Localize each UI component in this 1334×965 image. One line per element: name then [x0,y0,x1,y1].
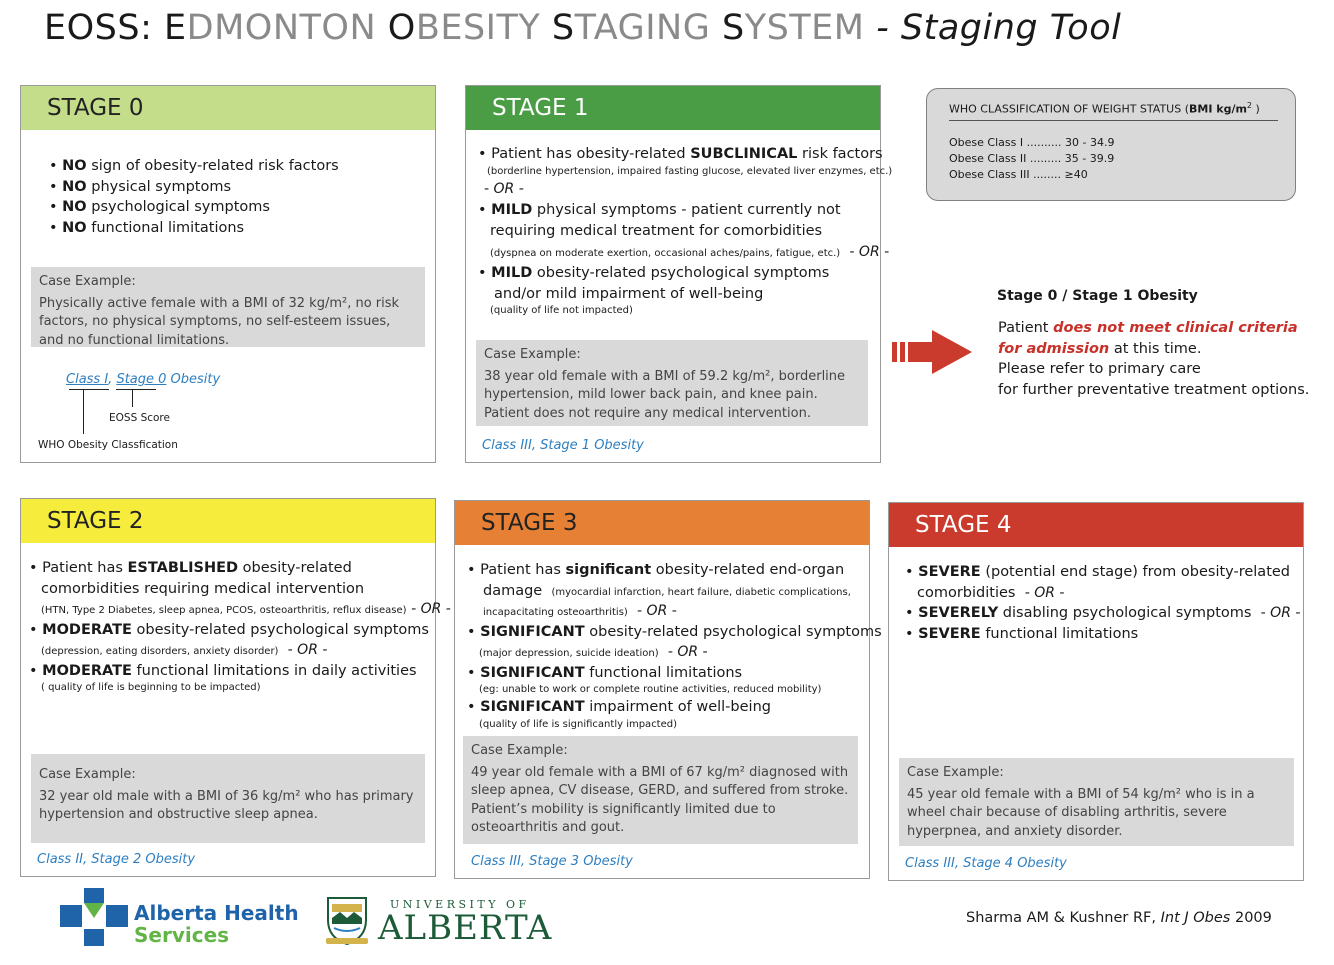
stage1-card [465,85,893,463]
stage0-header: STAGE 0 [21,86,435,130]
stage2-header: STAGE 2 [21,499,435,543]
stage2-card [20,498,451,877]
page-title: EOSS: EDMONTON OBESITY STAGING SYSTEM - Staging Tool [44,8,1122,48]
stage1-header: STAGE 1 [466,86,880,130]
legend-eoss-score: EOSS Score [109,412,170,424]
stage0-legend-label: Class I, Stage 0 Obesity [66,372,221,387]
ahs-logo-text: Alberta Health Services [134,901,299,947]
who-box-divider [949,120,1278,121]
stage4-class-label: Class III, Stage 4 Obesity [905,856,1067,871]
legend-bracket-eoss [116,389,156,390]
stage1-case-example: Case Example: 38 year old female with a BMI of 59.2 kg/m², borderline hypertension, mild lower back pain, and knee pain. Patient does not require any medical intervention. [476,340,868,426]
university-crest-icon [322,894,372,946]
stage2-case-example: Case Example: 32 year old male with a BMI of 36 kg/m² who has primary hypertension and obstructive sleep apnea. [31,754,425,843]
who-classification-box [926,88,1296,201]
stage2-bullets: • Patient has ESTABLISHED obesity-related comorbidities requiring medical intervention (HTN, Type 2 Diabetes, sleep apnea, PCOS, osteoarthritis, reflux disease) - OR - • MODERATE obesity-related psychological symptoms (depression, eating disorders, anxiety disorder) - OR - • MODERATE functional limitations in daily activities ( quality of life is beginning to be impacted) [29,560,451,693]
ua-logo-text: UNIVERSITY OF ALBERTA [378,898,553,948]
legend-line-eoss [132,389,133,407]
stage4-header: STAGE 4 [889,503,1303,547]
who-box-title: WHO CLASSIFICATION OF WEIGHT STATUS (BMI $kg/m^2$ ) [949,101,1260,116]
stage3-header: STAGE 3 [455,501,869,545]
stage3-card [454,500,882,879]
stage4-bullets: • SEVERE (potential end stage) from obesity-related comorbidities - OR - • SEVERELY disabling psychological symptoms - OR - • SEVERE functional limitations [905,564,1301,642]
stage0-case-example: Case Example: Physically active female with a BMI of 32 kg/m², no risk factors, no physical symptoms, no self-esteem issues, and no functional limitations. [31,267,425,347]
stage1-bullets: • Patient has obesity-related SUBCLINICAL risk factors (borderline hypertension, impaired fasting glucose, elevated liver enzymes, etc.) - OR - • MILD physical symptoms - patient currently not requiring medical treatment for comorbidities (dyspnea on moderate exertion, occasional aches/pains, fatigue, etc.) - OR - • MILD obesity-related psychological symptoms and/or mild impairment of well-being (quality of life not impacted) [478,146,893,316]
who-row-class1: Obese Class I .......... 30 - 34.9 [949,136,1115,149]
legend-line-who [83,389,84,434]
legend-who-classification: WHO Obesity Classfication [38,439,178,451]
legend-bracket-who [69,389,109,435]
stage2-class-label: Class II, Stage 2 Obesity [37,852,196,867]
citation: Sharma AM & Kushner RF, Int J Obes 2009 [966,910,1272,926]
stage3-case-example: Case Example: 49 year old female with a BMI of 67 kg/m² diagnosed with sleep apnea, CV disease, GERD, and suffered from stroke. Patient’s mobility is significantly limited due to osteoarthritis and gout. [463,736,858,844]
verdict-text: Patient does not meet clinical criteria for admission at this time. Please refer to primary care for further preventative treatment options. [998,320,1310,398]
arrow-right-icon [892,328,974,376]
stage3-bullets: • Patient has significant obesity-related end-organ damage (myocardial infarction, heart failure, diabetic complications, incapacitating osteoarthritis) - OR - • SIGNIFICANT obesity-related psychological symptoms (major depression, suicide ideation) - OR - • SIGNIFICANT functional limitations (eg: unable to work or complete routine activities, reduced mobility) • SIGNIFICANT impairment of well-being (quality of life is significantly impacted) [467,562,882,730]
stage0-bullets: • NO sign of obesity-related risk factors • NO physical symptoms • NO psychological symptoms • NO functional limitations [49,158,339,236]
verdict-heading: Stage 0 / Stage 1 Obesity [997,288,1198,304]
who-row-class3: Obese Class III ........ ≥40 [949,168,1088,181]
stage4-case-example: Case Example: 45 year old female with a BMI of 54 kg/m² who is in a wheel chair because of disabling arthritis, severe hyperpnea, and anxiety disorder. [899,758,1294,846]
stage3-class-label: Class III, Stage 3 Obesity [471,854,633,869]
stage4-card [888,502,1304,881]
stage1-class-label: Class III, Stage 1 Obesity [482,438,644,453]
alberta-health-services-logo-icon [60,888,128,946]
who-row-class2: Obese Class II ......... 35 - 39.9 [949,152,1115,165]
stage0-card [20,85,436,463]
